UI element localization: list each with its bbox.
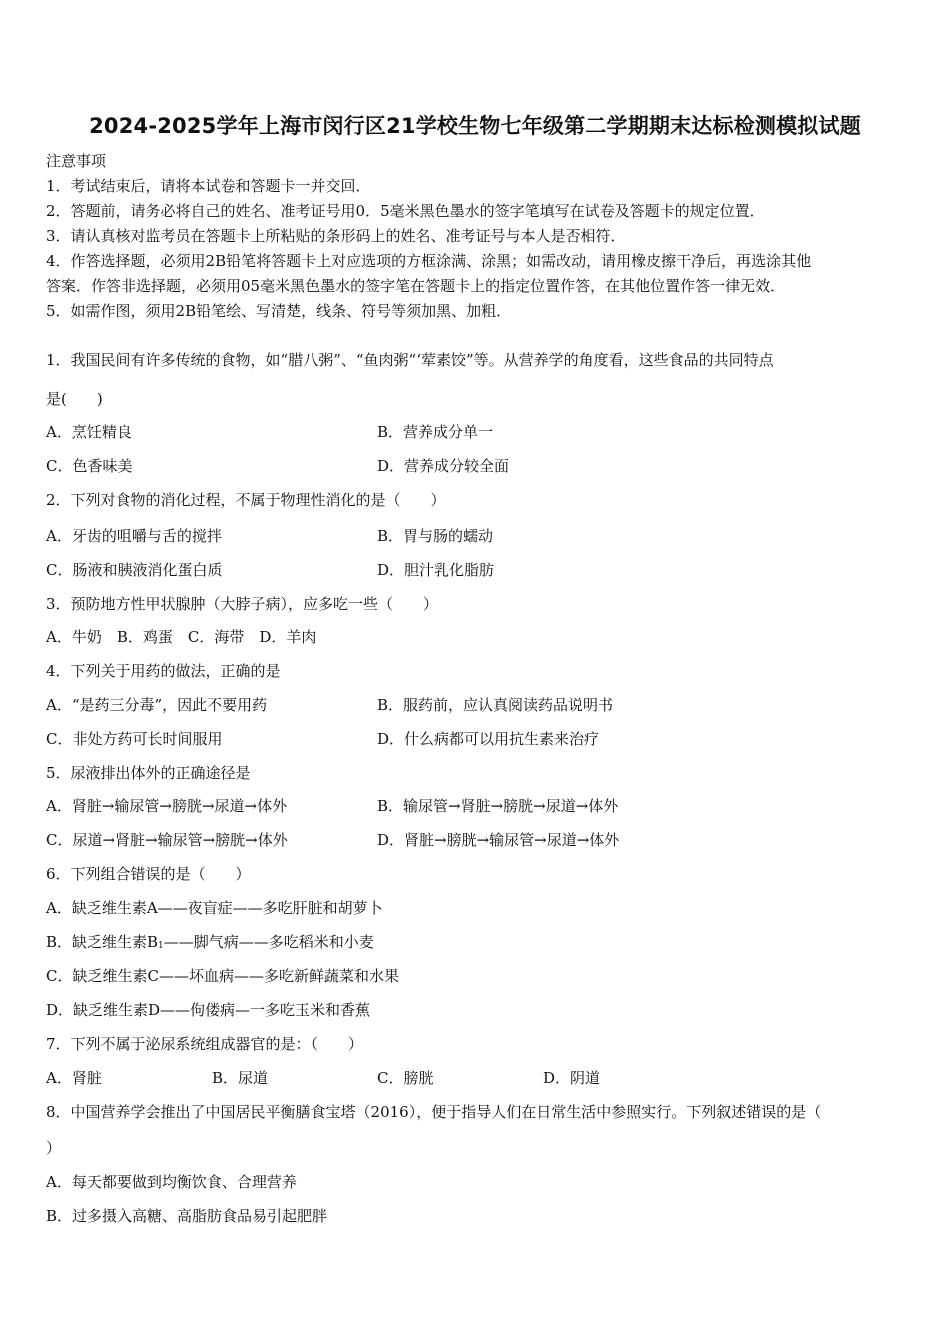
- q4-option-d: D．什么病都可以用抗生素来治疗: [377, 730, 600, 748]
- q6-option-b-post: ——脚气病——多吃稻米和小麦: [163, 933, 374, 951]
- q2-option-b: B．胃与肠的蠕动: [377, 527, 494, 545]
- q6-option-b: [46, 931, 374, 957]
- q8-option-a: A．每天都要做到均衡饮食、合理营养: [46, 1173, 297, 1191]
- q5-option-c: C．尿道→肾脏→输尿管→膀胱→体外: [46, 831, 288, 849]
- q5-option-d: D．肾脏→膀胱→输尿管→尿道→体外: [377, 831, 620, 849]
- q1-option-b: B．营养成分单一: [377, 423, 494, 441]
- q7-stem: 7．下列不属于泌尿系统组成器官的是：（ ）: [46, 1035, 364, 1053]
- notice-item-2: 2．答题前，请务必将自己的姓名、准考证号用0．5毫米黑色墨水的签字笔填写在试卷及答题卡的规定位置．: [46, 202, 765, 220]
- q4-option-a: A．“是药三分毒”，因此不要用药: [46, 696, 268, 714]
- q8-stem-line1: 8．中国营养学会推出了中国居民平衡膳食宝塔（2016），便于指导人们在日常生活中参照实行。下列叙述错误的是（: [46, 1103, 822, 1121]
- q5-stem: 5．尿液排出体外的正确途径是: [46, 764, 251, 782]
- notice-item-5: 5．如需作图，须用2B铅笔绘、写清楚，线条、符号等须加黑、加粗．: [46, 302, 512, 320]
- q7-option-c: C．膀胱: [377, 1069, 434, 1087]
- q4-stem: 4．下列关于用药的做法，正确的是: [46, 662, 281, 680]
- notice-item-3: 3．请认真核对监考员在答题卡上所粘贴的条形码上的姓名、准考证号与本人是否相符．: [46, 227, 626, 245]
- notice-item-4-cont: 答案．作答非选择题，必须用05毫米黑色墨水的签字笔在答题卡上的指定位置作答，在其他位置作答一律无效．: [46, 277, 786, 295]
- q7-option-a: A．肾脏: [46, 1069, 102, 1087]
- q3-options: A．牛奶 B．鸡蛋 C．海带 D．羊肉: [46, 628, 317, 646]
- notice-item-1: 1．考试结束后，请将本试卷和答题卡一并交回．: [46, 177, 371, 195]
- q8-stem-line2: ）: [46, 1139, 62, 1157]
- q1-option-d: D．营养成分较全面: [377, 457, 510, 475]
- q7-option-b: B．尿道: [212, 1069, 269, 1087]
- q5-option-b: B．输尿管→肾脏→膀胱→尿道→体外: [377, 797, 619, 815]
- q6-option-c: C．缺乏维生素C——坏血病——多吃新鲜蔬菜和水果: [46, 967, 399, 985]
- exam-title: 2024-2025学年上海市闵行区21学校生物七年级第二学期期末达标检测模拟试题: [89, 114, 861, 138]
- q6-option-b-subscript: 1: [158, 941, 164, 951]
- notice-heading: 注意事项: [46, 152, 107, 170]
- q2-option-a: A．牙齿的咀嚼与舌的搅拌: [46, 527, 222, 545]
- q4-option-c: C．非处方药可长时间服用: [46, 730, 223, 748]
- q1-option-c: C．色香味美: [46, 457, 133, 475]
- q2-stem: 2．下列对食物的消化过程，不属于物理性消化的是（ ）: [46, 491, 446, 509]
- q7-option-d: D．阴道: [543, 1069, 601, 1087]
- q5-option-a: A．肾脏→输尿管→膀胱→尿道→体外: [46, 797, 288, 815]
- q6-option-a: A．缺乏维生素A——夜盲症——多吃肝脏和胡萝卜: [46, 899, 383, 917]
- q6-option-d: D．缺乏维生素D——佝偻病—一多吃玉米和香蕉: [46, 1001, 371, 1019]
- notice-item-4: 4．作答选择题，必须用2B铅笔将答题卡上对应选项的方框涂满、涂黑；如需改动，请用橡皮擦干净后，再选涂其他: [46, 252, 812, 270]
- q1-option-a: A．烹饪精良: [46, 423, 132, 441]
- q8-option-b: B．过多摄入高糖、高脂肪食品易引起肥胖: [46, 1207, 328, 1225]
- q2-option-d: D．胆汁乳化脂肪: [377, 561, 495, 579]
- q2-option-c: C．肠液和胰液消化蛋白质: [46, 561, 223, 579]
- q6-stem: 6．下列组合错误的是（ ）: [46, 865, 251, 883]
- q1-stem-line2: 是( ): [46, 390, 103, 408]
- q3-stem: 3．预防地方性甲状腺肿（大脖子病），应多吃一些（ ）: [46, 595, 439, 613]
- q4-option-b: B．服药前，应认真阅读药品说明书: [377, 696, 614, 714]
- q1-stem-line1: 1．我国民间有许多传统的食物，如“腊八粥”、“鱼肉粥“‘荤素饺”等。从营养学的角度看，这些食品的共同特点: [46, 351, 774, 369]
- q6-option-b-pre: B．缺乏维生素B: [46, 933, 159, 951]
